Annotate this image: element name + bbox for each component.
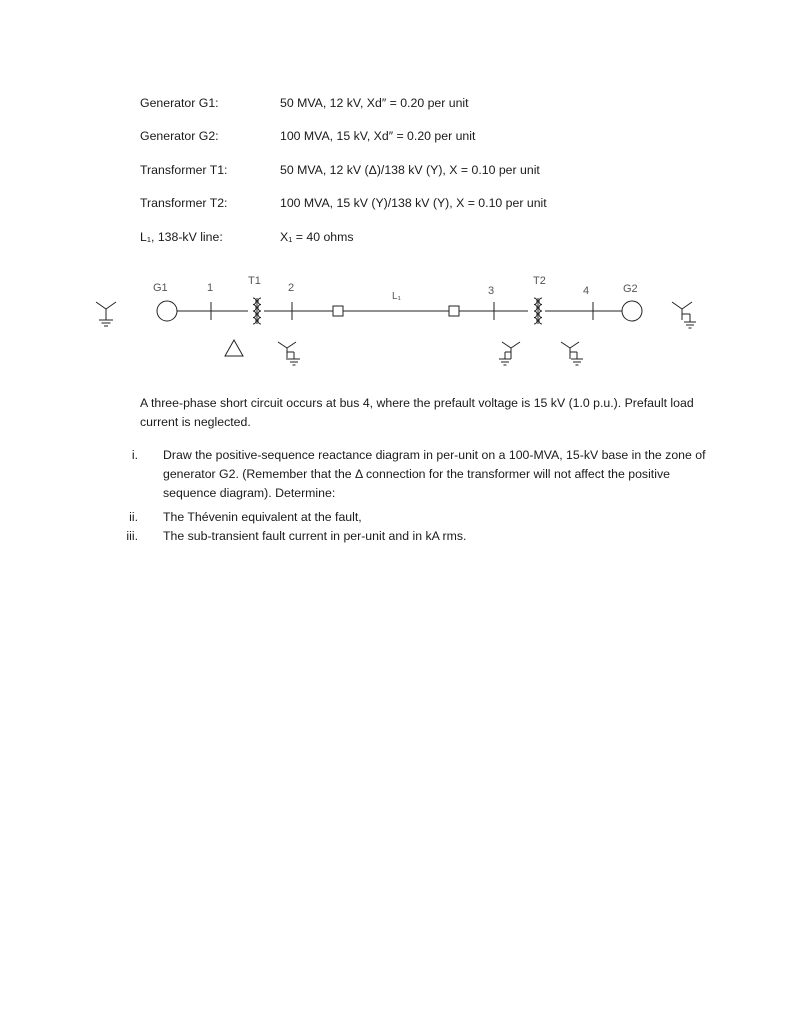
t2-transformer-icon <box>534 298 542 324</box>
spec-label: L₁, 138-kV line: <box>140 230 223 244</box>
item-text: Draw the positive-sequence reactance diagram in per-unit on a 100-MVA, 15-kV base in the zone of generator G2. (Remember that the Δ connection for the transformer will not affect the positive sequence diagram). Determine: <box>163 448 706 500</box>
item-number: iii. <box>126 529 138 543</box>
label-line-l1: L₁ <box>392 291 401 302</box>
item-text: The Thévenin equivalent at the fault, <box>163 510 362 524</box>
label-t1: T1 <box>248 275 261 287</box>
spec-label: Transformer T1: <box>140 163 228 177</box>
t1-delta-icon <box>225 340 243 356</box>
item-number: i. <box>131 448 138 462</box>
label-g1: G1 <box>153 282 168 294</box>
spec-value: 50 MVA, 12 kV (Δ)/138 kV (Y), X = 0.10 per unit <box>280 163 540 177</box>
label-bus-4: 4 <box>583 285 590 297</box>
t2-wye-ground-right-icon <box>561 342 583 365</box>
one-line-diagram <box>0 262 791 377</box>
spec-value: 100 MVA, 15 kV (Y)/138 kV (Y), X = 0.10 per unit <box>280 196 547 210</box>
item-text: The sub-transient fault current in per-unit and in kA rms. <box>163 529 467 543</box>
label-g2: G2 <box>623 283 638 295</box>
problem-intro: A three-phase short circuit occurs at bus 4, where the prefault voltage is 15 kV (1.0 p.u.). Prefault load current is neglected. <box>140 396 694 429</box>
spec-value: 100 MVA, 15 kV, Xd″ = 0.20 per unit <box>280 129 476 143</box>
spec-label: Generator G2: <box>140 129 219 143</box>
spec-label: Generator G1: <box>140 96 219 110</box>
label-bus-1: 1 <box>207 282 214 294</box>
label-t2: T2 <box>533 275 546 287</box>
label-bus-2: 2 <box>288 282 295 294</box>
spec-label: Transformer T2: <box>140 196 228 210</box>
breaker-left-icon <box>333 306 343 316</box>
label-bus-3: 3 <box>488 285 495 297</box>
g1-generator-icon <box>157 301 177 321</box>
t1-wye-ground-icon <box>278 342 300 365</box>
t1-transformer-icon <box>240 298 261 324</box>
g2-wye-ground-icon <box>672 302 696 328</box>
spec-value: X₁ = 40 ohms <box>280 230 354 244</box>
item-number: ii. <box>129 510 138 524</box>
breaker-right-icon <box>449 306 459 316</box>
t2-wye-ground-left-icon <box>499 342 520 365</box>
g2-generator-icon <box>622 301 642 321</box>
g1-wye-ground-icon <box>96 302 116 326</box>
spec-value: 50 MVA, 12 kV, Xd″ = 0.20 per unit <box>280 96 469 110</box>
